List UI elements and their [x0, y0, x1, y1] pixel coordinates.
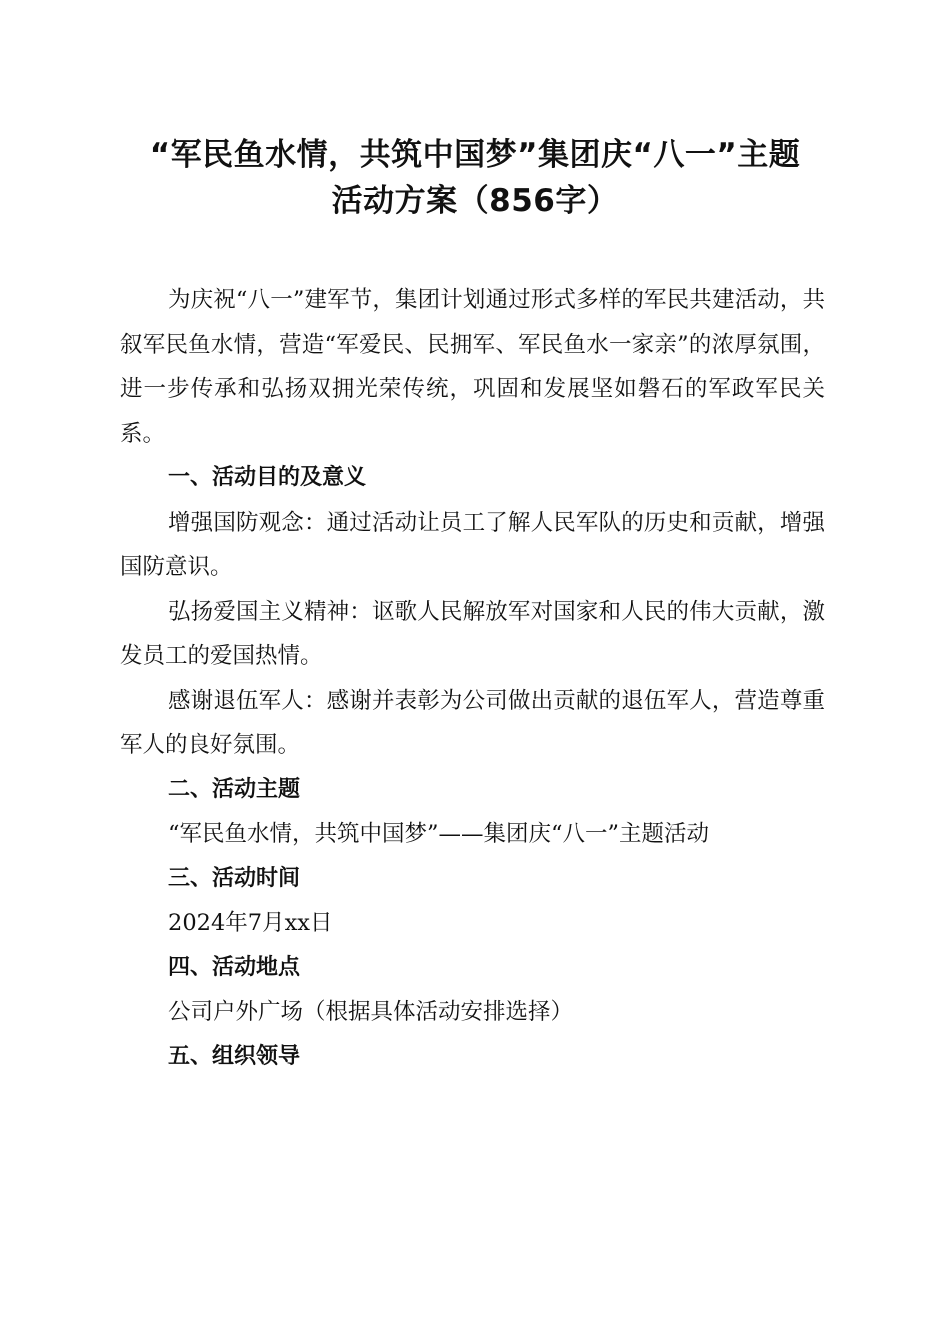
section-heading-theme: 二、活动主题: [168, 776, 301, 802]
purpose-paragraph-veterans: 感谢退伍军人：感谢并表彰为公司做出贡献的退伍军人，营造尊重军人的良好氛围。: [120, 687, 825, 758]
section-heading-leadership: 五、组织领导: [168, 1043, 301, 1069]
section-heading-purpose: 一、活动目的及意义: [168, 465, 367, 490]
document-body: [120, 278, 825, 1079]
purpose-paragraph-patriotism: 弘扬爱国主义精神：讴歌人民解放军对国家和人民的伟大贡献，激发员工的爱国热情。: [120, 598, 825, 669]
location-paragraph: 公司户外广场（根据具体活动安排选择）: [168, 999, 574, 1025]
intro-paragraph: 为庆祝“八一”建军节，集团计划通过形式多样的军民共建活动，共叙军民鱼水情，营造“军爱民、民拥军、军民鱼水一家亲”的浓厚氛围，进一步传承和弘扬双拥光荣传统，巩固和发展坚如磐石的军政军民关系。: [120, 287, 825, 447]
theme-paragraph: “军民鱼水情，共筑中国梦”——集团庆“八一”主题活动: [168, 821, 710, 847]
section-heading-location: 四、活动地点: [168, 954, 301, 980]
purpose-paragraph-defense: 增强国防观念：通过活动让员工了解人民军队的历史和贡献，增强国防意识。: [120, 509, 825, 580]
time-paragraph: 2024年7月xx日: [168, 910, 333, 936]
document-title: “军民鱼水情，共筑中国梦”集团庆“八一”主题活动方案（856字）: [149, 137, 801, 219]
section-heading-time: 三、活动时间: [168, 865, 301, 891]
